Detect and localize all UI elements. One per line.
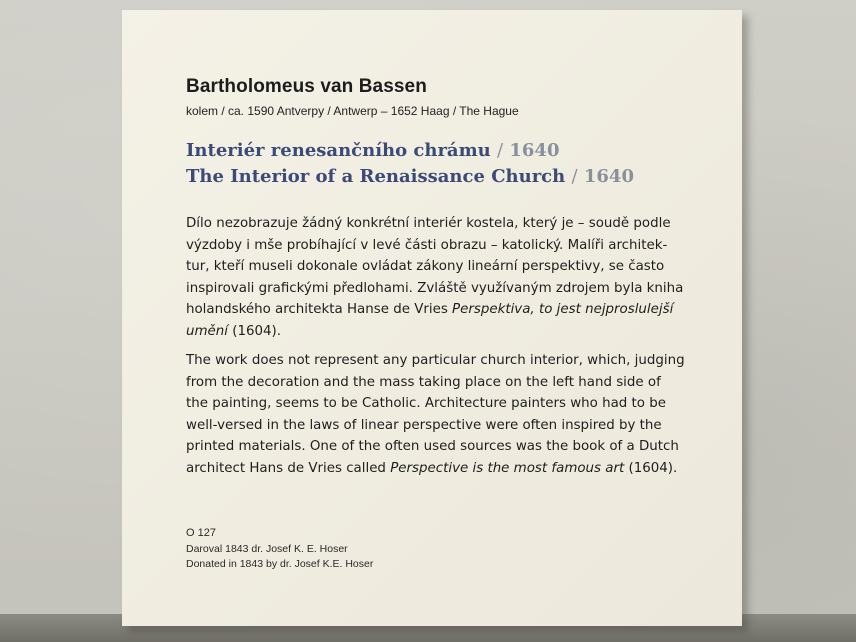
text-line: [186, 436, 698, 458]
title-year: 1640: [509, 140, 560, 161]
provenance-czech: Daroval 1843 dr. Josef K. E. Hoser: [186, 543, 348, 555]
text-segment: (1604).: [227, 323, 282, 339]
text-line: [186, 393, 698, 415]
text-segment: holandského architekta Hanse de Vries: [186, 302, 453, 317]
title-year: 1640: [583, 166, 634, 187]
title-english-text: The Interior of a Renaissance Church: [186, 166, 566, 187]
title-czech: [186, 140, 559, 161]
text-line: [186, 299, 698, 321]
text-line: [186, 235, 698, 257]
text-segment: inspirovali grafickými předlohami. Zvláště využívaným zdrojem byla kniha: [186, 280, 684, 296]
text-segment: the painting, seems to be Catholic. Architecture painters who had to be: [186, 396, 666, 411]
description-english: [186, 350, 698, 479]
artist-lifespan: kolem / ca. 1590 Antverpy / Antwerp – 1652 Haag / The Hague: [186, 104, 519, 118]
title-english: [186, 166, 634, 187]
museum-label-card: [122, 10, 742, 626]
text-line: [186, 458, 698, 480]
text-line: [186, 256, 698, 278]
text-segment: (1604).: [624, 460, 678, 476]
text-segment: well-versed in the laws of linear perspective were often inspired by the: [186, 417, 662, 433]
book-title-italic: Perspective is the most famous art: [390, 460, 625, 476]
title-czech-text: Interiér renesančního chrámu: [186, 140, 491, 161]
title-separator: /: [497, 140, 504, 161]
text-line: [186, 278, 698, 300]
text-segment: Dílo nezobrazuje žádný konkrétní interiér kostela, který je – soudě podle: [186, 216, 671, 231]
text-line: [186, 350, 698, 372]
book-title-italic: Perspektiva, to jest nejproslulejší: [452, 302, 674, 317]
text-line: [186, 415, 698, 437]
text-segment: výzdoby i mše probíhající v levé části obrazu – katolický. Malíři architek-: [186, 237, 668, 253]
text-segment: from the decoration and the mass taking place on the left hand side of: [186, 374, 661, 390]
artist-name: Bartholomeus van Bassen: [186, 76, 427, 97]
text-segment: architect Hans de Vries called: [186, 460, 391, 476]
text-segment: The work does not represent any particular church interior, which, judging: [186, 353, 685, 368]
inventory-number: O 127: [186, 527, 216, 539]
title-separator: /: [571, 166, 578, 187]
text-line: [186, 213, 698, 235]
book-title-italic: umění: [186, 323, 228, 339]
text-line: [186, 372, 698, 394]
provenance-english: Donated in 1843 by dr. Josef K.E. Hoser: [186, 558, 374, 570]
text-segment: tur, kteří museli dokonale ovládat zákony lineární perspektivy, se často: [186, 259, 665, 274]
text-line: [186, 321, 698, 343]
text-segment: printed materials. One of the often used sources was the book of a Dutch: [186, 439, 679, 454]
description-czech: [186, 213, 698, 342]
